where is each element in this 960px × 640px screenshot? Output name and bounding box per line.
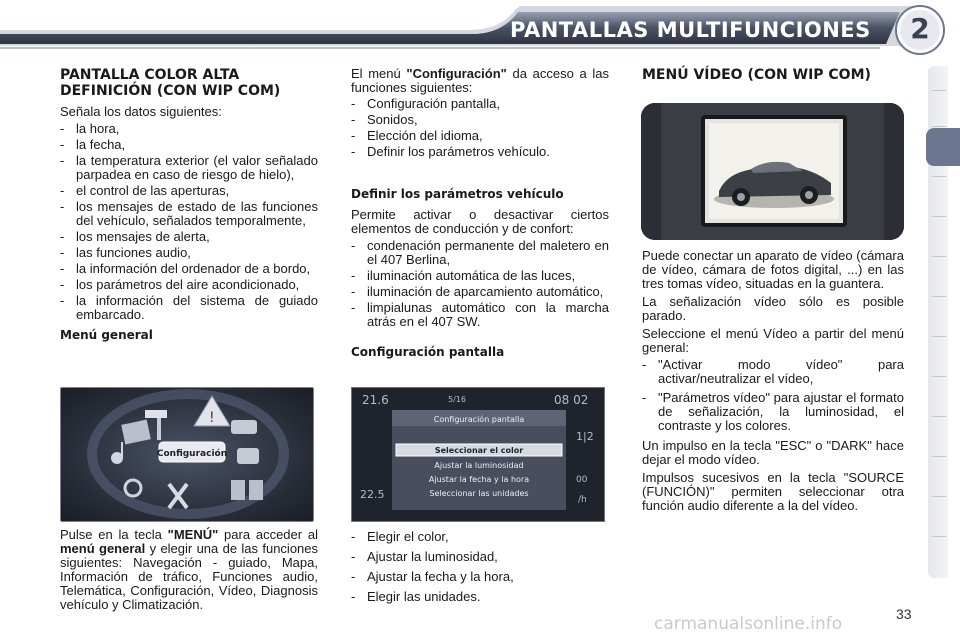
map-icon <box>121 420 151 445</box>
chapter-tab-active <box>926 128 960 166</box>
video-p1: Puede conectar un aparato de vídeo (cámara de vídeo, cámara de fotos digital, ...) en las tres tomas vídeo, situadas en la guantera. <box>642 248 904 291</box>
list-item: - los mensajes de estado de las funciones del vehículo, señalados temporalmente, <box>60 200 318 228</box>
video-p2: La señalización vídeo sólo es posible parado. <box>642 294 904 323</box>
section-heading-video: MENÚ VÍDEO (CON WIP COM) <box>642 67 871 83</box>
text-run: y elegir una de las funciones siguientes: Navegación - guiado, Mapa, Información de tráfico, Funciones audio, Telemática, Configuración, Vídeo, Diagnosis vehículo y Climatización. <box>60 541 319 612</box>
list-item: - las funciones audio, <box>60 246 318 260</box>
screen-option: Ajustar la luminosidad <box>434 461 524 470</box>
screen-time-right: 08 02 <box>554 393 589 407</box>
video-camera-icon <box>237 448 259 464</box>
list-item: - Sonidos, <box>351 113 609 127</box>
column-middle <box>351 67 609 360</box>
text-run: da acceso a las funciones siguientes: <box>351 66 609 95</box>
video-screen-image <box>641 103 904 240</box>
telephone-icon <box>231 420 257 434</box>
list-item: - la información del sistema de guiado embarcado. <box>60 294 318 322</box>
screen-title: Configuración pantalla <box>433 415 525 424</box>
screen-side-bottom: /h <box>578 495 587 505</box>
music-icon <box>111 442 123 464</box>
list-item: - la información del ordenador de a bordo, <box>60 262 318 276</box>
screen-side-mid: 00 <box>576 475 588 485</box>
display-data-list <box>60 122 318 322</box>
screen-side-left: 22.5 <box>360 488 385 501</box>
screen-side-top: 1|2 <box>576 430 594 443</box>
vehicle-parameters-text: Permite activar o desactivar ciertos elementos de conducción y de confort: <box>351 207 609 236</box>
general-menu-screen-image <box>60 387 314 522</box>
list-item: - la hora, <box>60 122 318 136</box>
list-item: - "Parámetros vídeo" para ajustar el formato de señalización, la luminosidad, el contraste y los colores. <box>642 391 904 433</box>
list-item: - iluminación automática de las luces, <box>351 269 609 283</box>
list-item: - "Activar modo vídeo" para activar/neutralizar el vídeo, <box>642 358 904 386</box>
chapter-number: 2 <box>910 12 930 45</box>
list-item: - el control de las aperturas, <box>60 184 318 198</box>
text-run: El menú <box>351 66 407 81</box>
video-p5: Impulsos sucesivos en la tecla "SOURCE (FUNCIÓN)" permiten seleccionar otra función audio diferente a la del vídeo. <box>642 470 904 513</box>
screen-option: Ajustar la fecha y la hora <box>428 475 530 484</box>
subheading-screen-config: Configuración pantalla <box>351 345 505 359</box>
list-item: - Ajustar la luminosidad, <box>351 550 609 564</box>
video-p4: Un impulso en la tecla "ESC" o "DARK" hace dejar el modo vídeo. <box>642 438 904 467</box>
list-item: - Elección del idioma, <box>351 129 609 143</box>
screen-time-left: 21.6 <box>362 393 389 407</box>
screen-option: Seleccionar las unidades <box>429 489 529 498</box>
config-functions-list <box>351 97 609 159</box>
config-key-label: "Configuración" <box>406 66 507 81</box>
subheading-general-menu: Menú general <box>60 328 153 342</box>
list-item: - Configuración pantalla, <box>351 97 609 111</box>
text-run: Pulse en la tecla <box>60 527 168 542</box>
config-intro <box>351 67 609 95</box>
list-item: - Ajustar la fecha y la hora, <box>351 570 609 584</box>
list-item: - los parámetros del aire acondicionado, <box>60 278 318 292</box>
page-number: 33 <box>896 606 912 622</box>
list-item: - condenación permanente del maletero en el 407 Berlina, <box>351 239 609 267</box>
tools-icon <box>169 484 187 508</box>
video-menu-list <box>642 358 904 433</box>
section-heading-display: PANTALLA COLOR ALTA DEFINICIÓN (CON WIP COM) <box>60 67 281 99</box>
video-p3: Seleccione el menú Vídeo a partir del menú general: <box>642 326 904 355</box>
screen-option: Seleccionar el color <box>434 446 524 455</box>
list-item: - la temperatura exterior (el valor señalado parpadea en caso de riesgo de hielo), <box>60 154 318 182</box>
vehicle-parameters-list <box>351 239 609 329</box>
screen-config-steps <box>351 530 609 610</box>
general-menu-label: menú general <box>60 541 146 556</box>
page-title: PANTALLAS MULTIFUNCIONES <box>510 18 871 42</box>
menu-label-configuration: Configuración <box>156 449 228 459</box>
list-item: - Elegir las unidades. <box>351 590 609 604</box>
column-left <box>60 67 318 343</box>
intro-text: Señala los datos siguientes: <box>60 104 222 119</box>
screen-configuration-image <box>351 387 605 522</box>
list-item: - Elegir el color, <box>351 530 609 544</box>
column-right <box>642 67 904 83</box>
menu-key-paragraph <box>60 528 318 612</box>
subheading-vehicle-parameters: Definir los parámetros vehículo <box>351 187 564 201</box>
video-text-block <box>642 249 904 513</box>
settings-icon <box>125 480 141 496</box>
svg-text:!: ! <box>209 410 215 426</box>
list-item: - limpialunas automático con la marcha atrás en el 407 SW. <box>351 301 609 329</box>
list-item: - la fecha, <box>60 138 318 152</box>
list-item: - los mensajes de alerta, <box>60 230 318 244</box>
text-run: para acceder al <box>218 527 318 542</box>
menu-key-label: "MENÚ" <box>167 527 219 542</box>
list-item: - Definir los parámetros vehículo. <box>351 145 609 159</box>
screen-date: 5/16 <box>448 395 466 404</box>
page-header <box>0 0 960 56</box>
list-item: - iluminación de aparcamiento automático, <box>351 285 609 299</box>
watermark-text: carmanualsonline.info <box>654 614 843 634</box>
